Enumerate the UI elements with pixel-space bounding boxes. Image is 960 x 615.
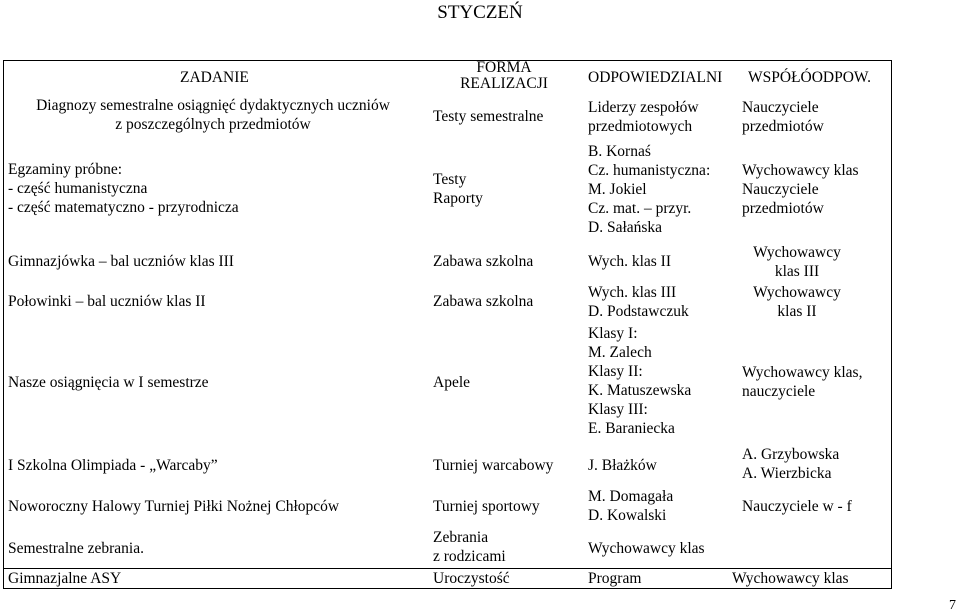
row7-cooperation: Nauczyciele w - f (742, 498, 852, 515)
row4-responsible: Wych. klas III D. Podstawczuk (588, 284, 689, 320)
row3-form: Zabawa szkolna (433, 253, 534, 270)
row2-cooperation: Wychowawcy klas Nauczyciele przedmiotów (742, 162, 859, 217)
page-number: 7 (949, 598, 956, 613)
row8-responsible: Wychowawcy klas (588, 540, 705, 557)
row4-form: Zabawa szkolna (433, 293, 534, 310)
row6-form: Turniej warcabowy (433, 457, 554, 474)
row1-cooperation: Nauczyciele przedmiotów (742, 99, 824, 135)
row2-task: Egzaminy próbne: - część humanistyczna - część matematyczno - przyrodnicza (8, 161, 239, 216)
header-task: ZADANIE (180, 69, 249, 86)
row9-task: Gimnazjalne ASY (8, 570, 122, 587)
row5-cooperation: Wychowawcy klas, nauczyciele (742, 364, 863, 400)
row7-task: Noworoczny Halowy Turniej Piłki Nożnej Chłopców (8, 498, 340, 515)
row1-task: Diagnozy semestralne osiągnięć dydaktycznych uczniów z poszczególnych przedmiotów (36, 97, 390, 133)
header-responsible: ODPOWIEDZIALNI (588, 69, 723, 86)
page-title: STYCZEŃ (437, 2, 523, 23)
row6-responsible: J. Błażków (588, 457, 657, 474)
row7-responsible: M. Domagała D. Kowalski (588, 488, 674, 524)
row4-cooperation: Wychowawcy klas II (753, 284, 841, 320)
row5-responsible: Klasy I: M. Zalech Klasy II: K. Matuszewska Klasy III: E. Baraniecka (588, 325, 692, 437)
row9-form: Uroczystość (433, 570, 510, 587)
row2-responsible: B. Kornaś Cz. humanistyczna: M. Jokiel Cz. mat. – przyr. D. Sałańska (588, 143, 711, 236)
row5-form: Apele (433, 374, 471, 391)
row9-responsible: Program (588, 570, 642, 587)
row4-task: Połowinki – bal uczniów klas II (8, 293, 206, 310)
header-form: FORMA REALIZACJI (460, 59, 548, 92)
row2-form: Testy Raporty (433, 171, 483, 207)
row7-form: Turniej sportowy (433, 498, 540, 515)
row6-task: I Szkolna Olimpiada - „Warcaby” (8, 457, 218, 474)
header-cooperation: WSPÓŁÓODPOW. (748, 69, 872, 86)
row1-responsible: Liderzy zespołów przedmiotowych (588, 99, 699, 135)
row8-task: Semestralne zebrania. (8, 540, 144, 557)
row3-responsible: Wych. klas II (588, 253, 671, 270)
row3-task: Gimnazjówka – bal uczniów klas III (8, 253, 234, 270)
row8-form: Zebrania z rodzicami (433, 529, 506, 565)
row6-cooperation: A. Grzybowska A. Wierzbicka (742, 446, 840, 482)
row1-form: Testy semestralne (433, 108, 544, 125)
row5-task: Nasze osiągnięcia w I semestrze (8, 374, 209, 391)
row9-cooperation: Wychowawcy klas (732, 570, 849, 587)
row3-cooperation: Wychowawcy klas III (753, 244, 841, 280)
